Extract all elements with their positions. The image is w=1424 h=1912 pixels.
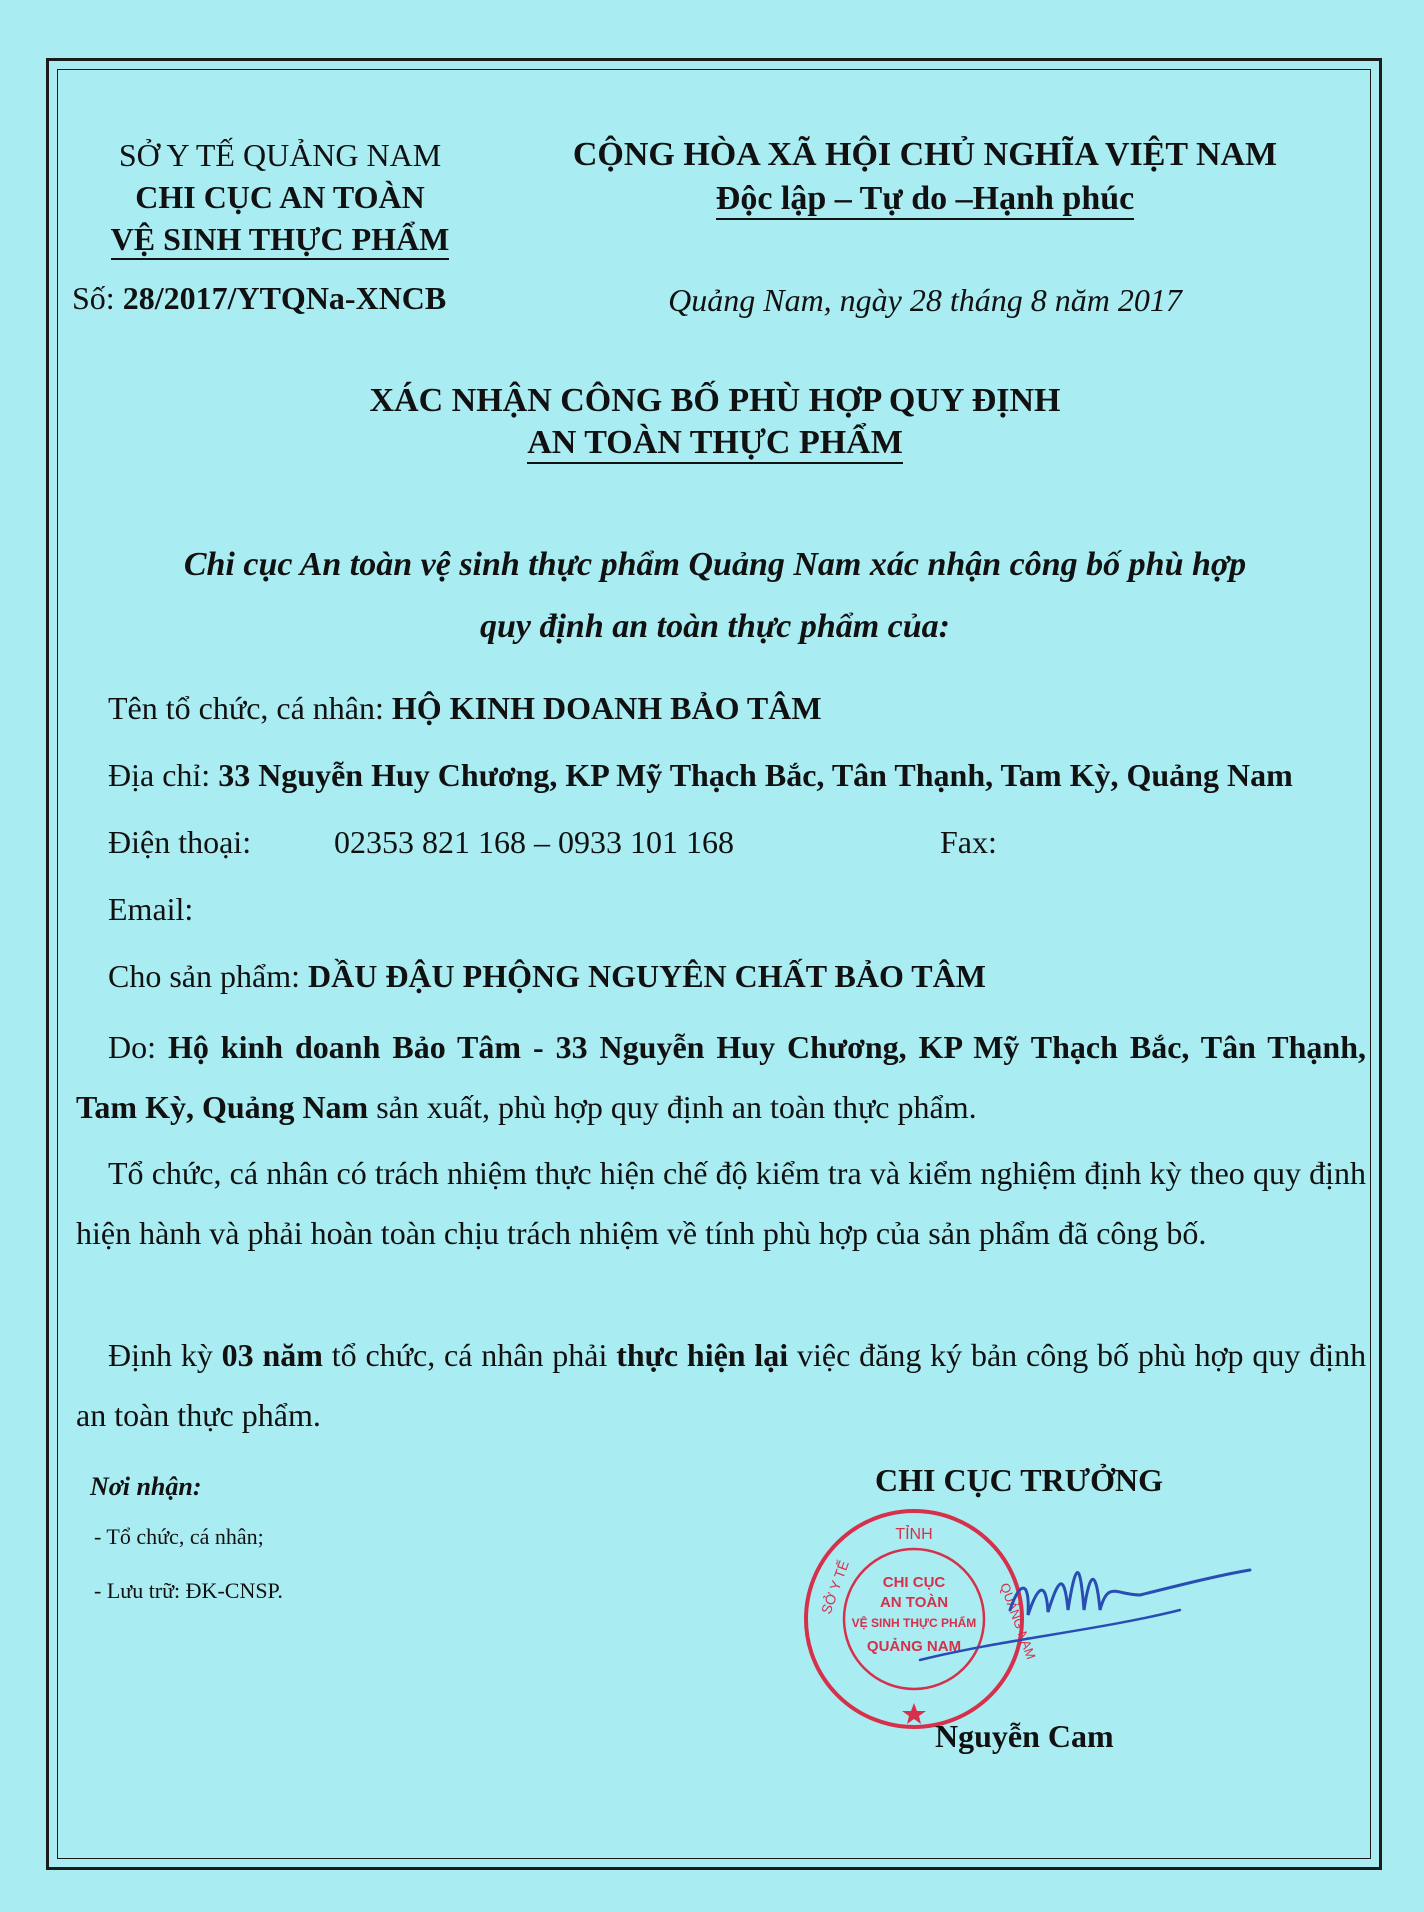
document-title-line1: XÁC NHẬN CÔNG BỐ PHÙ HỢP QUY ĐỊNH [369, 382, 1061, 419]
field-phone-value: 02353 821 168 – 0933 101 168 [334, 824, 734, 860]
document-number-label: Số: [72, 280, 115, 316]
recipients-title: Nơi nhận: [90, 1472, 202, 1501]
motto [520, 179, 1330, 219]
seal-outer-top: TỈNH [895, 1526, 933, 1543]
field-organization-label: Tên tổ chức, cá nhân: [108, 690, 384, 726]
field-organization-value: HỘ KINH DOANH BẢO TÂM [391, 690, 822, 726]
seal-inner-1: CHI CỤC [882, 1574, 946, 1591]
recipient-item-2: - Lưu trữ: ĐK-CNSP. [94, 1578, 283, 1603]
agency-name-line2 [70, 219, 490, 259]
agency-department: SỞ Y TẾ QUẢNG NAM [118, 137, 442, 173]
producer-suffix: sản xuất, phù hợp quy định an toàn thực phẩm. [376, 1089, 977, 1125]
seal-inner-4: QUẢNG NAM [866, 1638, 962, 1655]
field-fax-label: Fax: [940, 824, 997, 860]
country-name: CỘNG HÒA XÃ HỘI CHỦ NGHĨA VIỆT NAM [572, 136, 1278, 173]
periodic-text-1: Định kỳ [108, 1337, 213, 1373]
periodic-bold-2: thực hiện lại [616, 1337, 789, 1373]
seal-inner-2: AN TOÀN [879, 1594, 949, 1611]
field-email-label: Email: [108, 891, 194, 927]
document-number [72, 280, 446, 317]
periodic-text-3: việc đăng ký bản công bố phù hợp quy định an toàn thực phẩm. [76, 1337, 1367, 1433]
signer-name: Nguyễn Cam [935, 1718, 1114, 1754]
agency-name-line1: CHI CỤC AN TOÀN [135, 179, 425, 215]
periodic-text-2: tổ chức, cá nhân phải [331, 1337, 608, 1373]
issue-date: Quảng Nam, ngày 28 tháng 8 năm 2017 [668, 282, 1182, 318]
seal-outer-right: QUẢNG NAM [997, 1580, 1039, 1662]
document-title-line2-text: AN TOÀN THỰC PHẨM [527, 424, 903, 464]
field-product-value: DẦU ĐẬU PHỘNG NGUYÊN CHẤT BẢO TÂM [307, 958, 986, 994]
seal-star-icon [902, 1703, 926, 1724]
seal-outer-left: SỞ Y TẾ [817, 1558, 852, 1617]
document-title-line2 [70, 422, 1360, 464]
signature-icon [980, 1540, 1260, 1650]
producer-label: Do: [108, 1029, 156, 1065]
intro-line1: Chi cục An toàn vệ sinh thực phẩm Quảng Nam xác nhận công bố phù hợp [183, 546, 1247, 583]
seal-inner-3: VỆ SINH THỰC PHẨM [851, 1616, 977, 1630]
field-organization [108, 688, 822, 728]
periodic-paragraph [76, 1325, 1366, 1445]
signer-position: CHI CỤC TRƯỞNG [875, 1462, 1164, 1498]
document-number-value: 28/2017/YTQNa-XNCB [122, 280, 447, 316]
field-address-label: Địa chỉ: [108, 757, 211, 793]
producer-value: Hộ kinh doanh Bảo Tâm - 33 Nguyễn Huy Chương, KP Mỹ Thạch Bắc, Tân Thạnh, Tam Kỳ, Quảng Nam [76, 1029, 1367, 1125]
motto-text: Độc lập – Tự do –Hạnh phúc [716, 180, 1134, 220]
intro-line2: quy định an toàn thực phẩm của: [479, 608, 951, 645]
field-address [108, 755, 1293, 795]
field-address-value: 33 Nguyễn Huy Chương, KP Mỹ Thạch Bắc, Tân Thạnh, Tam Kỳ, Quảng Nam [218, 757, 1293, 793]
field-product [108, 956, 986, 996]
field-product-label: Cho sản phẩm: [108, 958, 300, 994]
producer-paragraph [76, 1017, 1366, 1137]
periodic-bold-1: 03 năm [221, 1337, 323, 1373]
field-phone-label: Điện thoại: [108, 824, 252, 860]
responsibility-paragraph: Tổ chức, cá nhân có trách nhiệm thực hiện chế độ kiểm tra và kiểm nghiệm định kỳ theo quy định hiện hành và phải hoàn toàn chịu trách nhiệm về tính phù hợp của sản phẩm đã công bố. [76, 1155, 1366, 1251]
recipient-item-1: - Tổ chức, cá nhân; [94, 1524, 264, 1549]
agency-name-line2-text: VỆ SINH THỰC PHẨM [111, 221, 450, 260]
